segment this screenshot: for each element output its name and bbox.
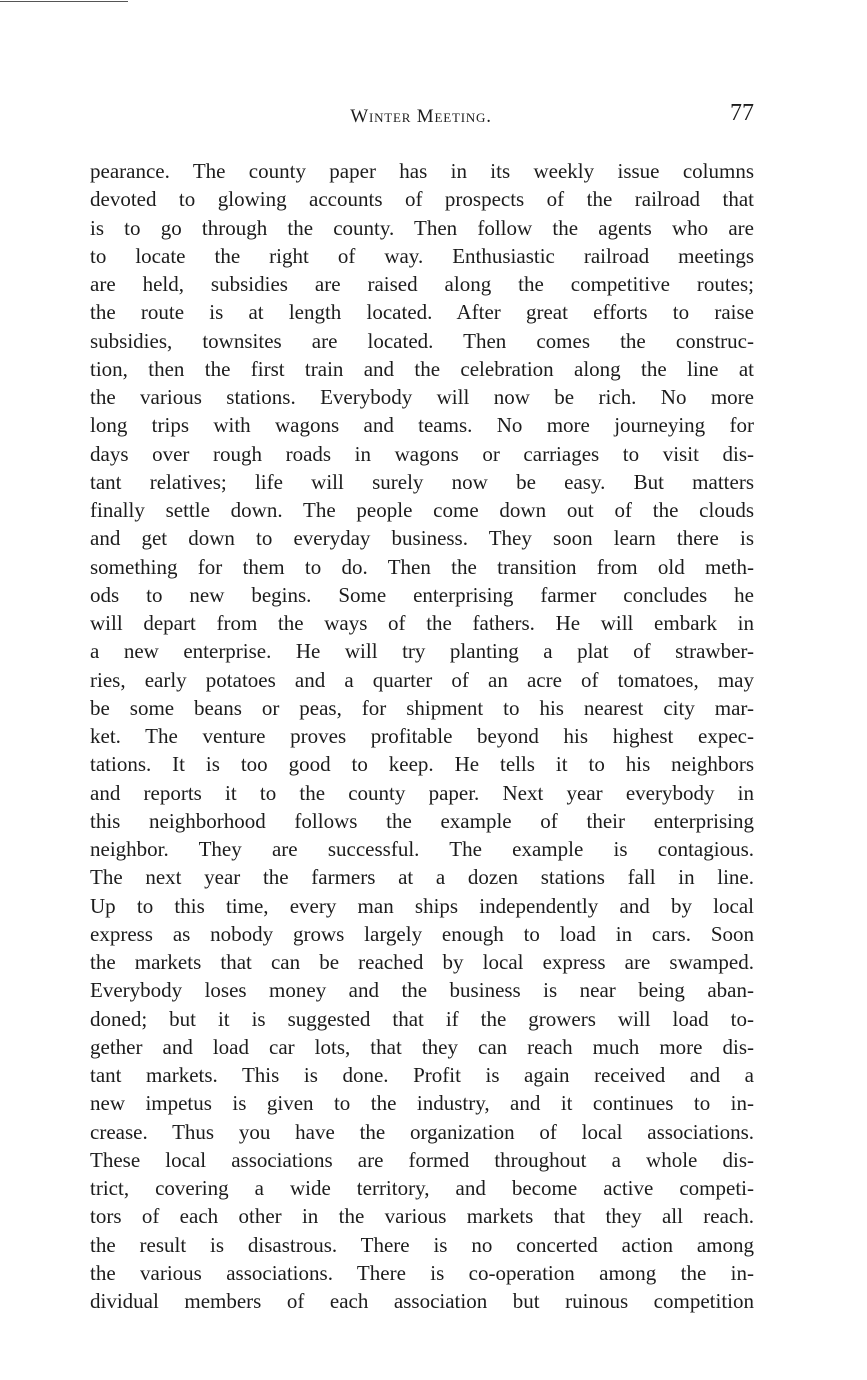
text-line: the various associations. There is co-operation among the in- [90, 1260, 754, 1285]
text-line: the various stations. Everybody will now be rich. No more [90, 385, 754, 409]
text-line: tations. It is too good to keep. He tells it to his neighbors [90, 752, 754, 777]
text-line: a new enterprise. He will try planting a plat of strawber- [90, 639, 754, 664]
text-line: to locate the right of way. Enthusiastic railroad meetings [90, 243, 754, 268]
text-line: tant relatives; life will surely now be easy. But matters [90, 469, 754, 494]
text-line: The next year the farmers at a dozen stations fall in line. [90, 865, 754, 890]
text-line: express as nobody grows largely enough to load in cars. Soon [90, 921, 754, 946]
text-line: subsidies, townsites are located. Then comes the construc- [90, 328, 754, 353]
running-head: Winter Meeting. [350, 106, 492, 127]
text-line: ods to new begins. Some enterprising farmer concludes he [90, 582, 754, 607]
text-line: finally settle down. The people come down out of the clouds [90, 498, 754, 522]
text-line: are held, subsidies are raised along the competitive routes; [90, 272, 754, 296]
text-line: days over rough roads in wagons or carriages to visit dis- [90, 441, 754, 466]
text-line: pearance. The county paper has in its weekly issue columns [90, 159, 754, 183]
text-line: gether and load car lots, that they can reach much more dis- [90, 1034, 754, 1059]
top-rule [0, 1, 128, 2]
page-number: 77 [730, 100, 754, 126]
text-line: tors of each other in the various markets that they all reach. [90, 1204, 754, 1229]
text-line: tion, then the first train and the celebration along the line at [90, 356, 754, 381]
text-line: ket. The venture proves profitable beyond his highest expec- [90, 724, 754, 748]
text-line: and reports it to the county paper. Next year everybody in [90, 780, 754, 805]
body-text [90, 157, 754, 1315]
text-line: be some beans or peas, for shipment to his nearest city mar- [90, 695, 754, 720]
text-line: the route is at length located. After great efforts to raise [90, 300, 754, 325]
text-line: doned; but it is suggested that if the growers will load to- [90, 1006, 754, 1031]
text-line: dividual members of each association but ruinous competition [90, 1289, 754, 1313]
text-line: trict, covering a wide territory, and become active competi- [90, 1176, 754, 1200]
text-line: long trips with wagons and teams. No more journeying for [90, 413, 754, 438]
text-line: These local associations are formed throughout a whole dis- [90, 1147, 754, 1172]
text-line: devoted to glowing accounts of prospects of the railroad that [90, 187, 754, 212]
text-line: new impetus is given to the industry, and it continues to in- [90, 1091, 754, 1116]
text-line: something for them to do. Then the transition from old meth- [90, 554, 754, 579]
text-line: the markets that can be reached by local express are swamped. [90, 950, 754, 974]
text-line: this neighborhood follows the example of their enterprising [90, 808, 754, 833]
text-line: Up to this time, every man ships independently and by local [90, 893, 754, 918]
text-line: will depart from the ways of the fathers. He will embark in [90, 611, 754, 635]
text-line: is to go through the county. Then follow the agents who are [90, 215, 754, 240]
text-line: crease. Thus you have the organization of local associations. [90, 1119, 754, 1144]
text-line: ries, early potatoes and a quarter of an acre of tomatoes, may [90, 667, 754, 692]
text-line: tant markets. This is done. Profit is again received and a [90, 1063, 754, 1087]
page-header [88, 100, 754, 132]
text-line: and get down to everyday business. They soon learn there is [90, 526, 754, 551]
text-line: the result is disastrous. There is no concerted action among [90, 1232, 754, 1257]
text-line: neighbor. They are successful. The example is contagious. [90, 837, 754, 861]
text-line: Everybody loses money and the business is near being aban- [90, 978, 754, 1003]
